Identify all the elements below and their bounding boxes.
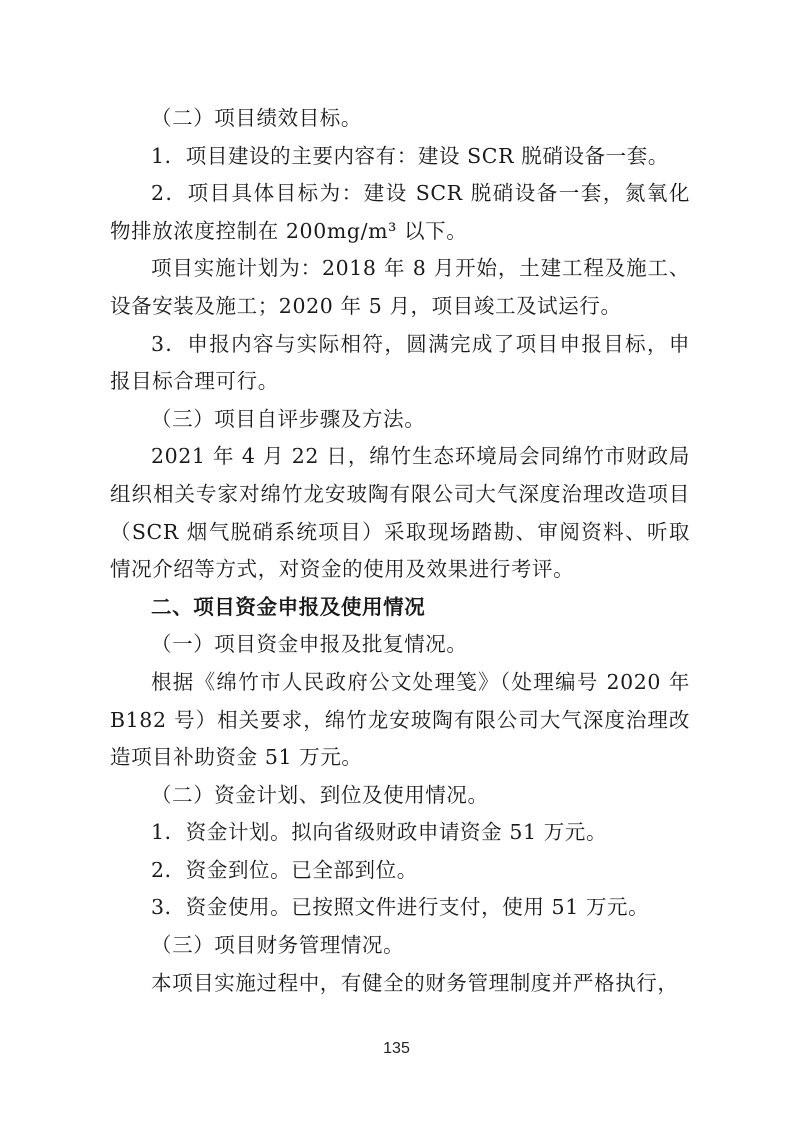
paragraph: 项目实施计划为：2018 年 8 月开始，土建工程及施工、设备安装及施工；2020 年 5 月，项目竣工及试运行。 — [110, 256, 690, 318]
paragraph: 3．申报内容与实际相符，圆满完成了项目申报目标，申报目标合理可行。 — [110, 331, 690, 394]
paragraph: （一）项目资金申报及批复情况。 — [151, 632, 468, 657]
paragraph: （二）资金计划、到位及使用情况。 — [151, 782, 489, 807]
paragraph: 2021 年 4 月 22 日，绵竹生态环境局会同绵竹市财政局组织相关专家对绵竹龙安玻陶有限公司大气深度治理改造项目（SCR 烟气脱硝系统项目）采取现场踏勘、审阅资料、听取情况介绍等方式，对资金的使用及效果进行考评。 — [110, 444, 690, 582]
paragraph: 根据《绵竹市人民政府公文处理笺》（处理编号 2020 年 B182 号）相关要求，绵竹龙安玻陶有限公司大气深度治理改造项目补助资金 51 万元。 — [110, 669, 690, 770]
paragraph: 2．项目具体目标为：建设 SCR 脱硝设备一套，氮氧化物排放浓度控制在 200mg/m³ 以下。 — [110, 181, 690, 243]
body-text — [110, 100, 690, 1002]
paragraph: （三）项目自评步骤及方法。 — [151, 406, 426, 431]
paragraph: 本项目实施过程中，有健全的财务管理制度并严格执行， — [151, 970, 679, 995]
paragraph: 1．资金计划。拟向省级财政申请资金 51 万元。 — [151, 820, 608, 845]
paragraph: （三）项目财务管理情况。 — [151, 933, 405, 958]
paragraph: （二）项目绩效目标。 — [151, 106, 362, 130]
paragraph: 1．项目建设的主要内容有：建设 SCR 脱硝设备一套。 — [151, 143, 669, 168]
section-heading: 二、项目资金申报及使用情况 — [151, 594, 426, 619]
paragraph: 2．资金到位。已全部到位。 — [151, 857, 418, 882]
paragraph: 3．资金使用。已按照文件进行支付，使用 51 万元。 — [151, 895, 650, 920]
page-number: 135 — [383, 1040, 410, 1057]
